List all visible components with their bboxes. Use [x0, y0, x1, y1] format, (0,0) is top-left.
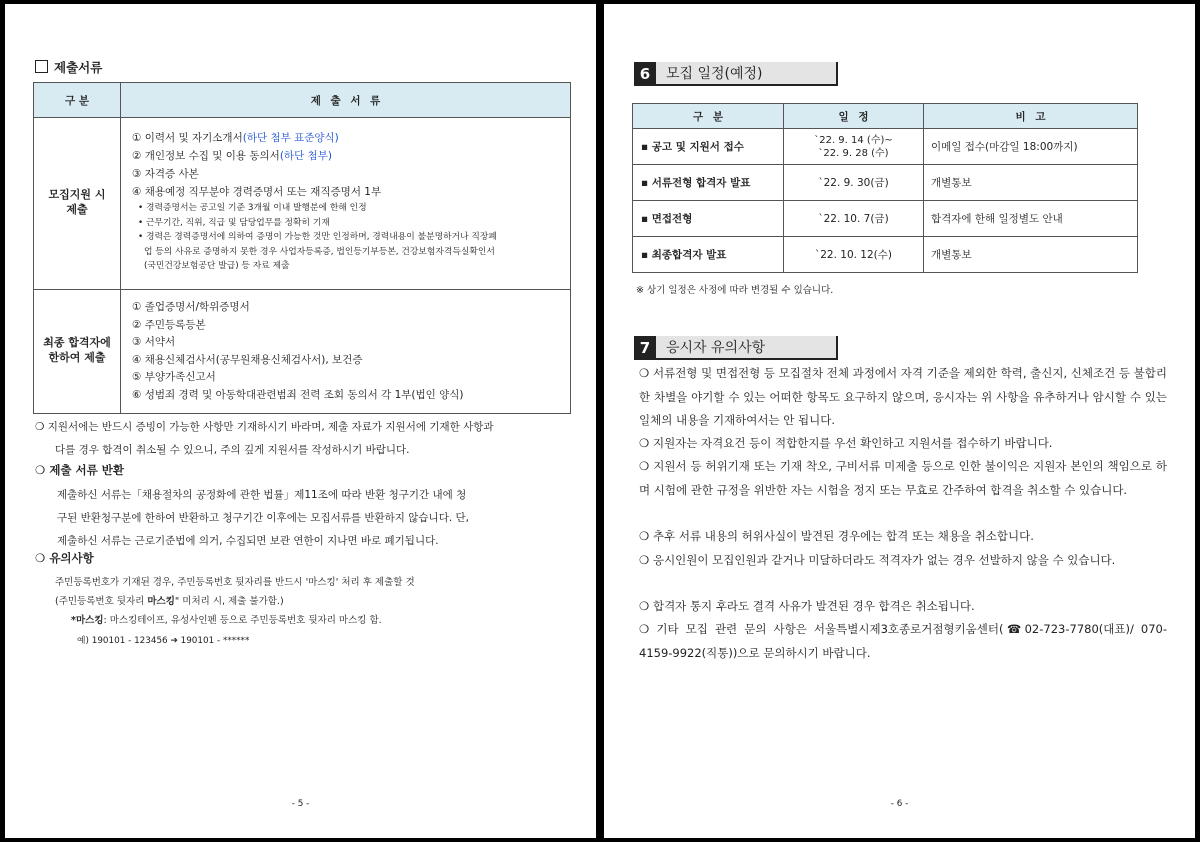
- list-item: ③ 서약서: [132, 336, 176, 348]
- page-number: - 5 -: [291, 799, 310, 809]
- table-header-col1: 구 분: [65, 95, 89, 107]
- table-row-note: 합격자에 한해 일정별도 안내: [931, 213, 1063, 225]
- notice-item: ❍ 합격자 통지 후라도 결격 사유가 발견된 경우 합격은 취소됩니다.: [639, 599, 975, 613]
- submission-note: ❍ 지원서에는 반드시 증빙이 가능한 사항만 기재하시기 바라며, 제출 자료가 지원서에 기재한 사항과 다를 경우 합격이 취소될 수 있으니, 주의 깊게 지원서를 작성하시기 바랍니다.: [35, 421, 494, 456]
- table-row-note: 이메일 접수(마감일 18:00까지): [931, 141, 1078, 153]
- table-row-name: ▪ 서류전형 합격자 발표: [641, 177, 751, 189]
- notice-item: ❍ 기타 모집 관련 문의 사항은 서울특별시제3호종로거점형키움센터(☎02-723-7780(대표)/ 070-4159-9922(직통))으로 문의하시기 바랍니다.: [639, 622, 1167, 660]
- schedule-header-col3: 비 고: [1015, 111, 1046, 123]
- row1-label: 모집지원 시 제출: [48, 188, 106, 216]
- list-item: ④ 채용신체검사서(공무원채용신체검사서), 보건증: [132, 353, 363, 366]
- list-item: ② 주민등록등본: [132, 318, 206, 331]
- table-row-date: `22. 10. 7(금): [818, 213, 889, 225]
- caution-title: ❍ 유의사항: [35, 551, 94, 565]
- schedule-header-col1: 구 분: [693, 111, 723, 123]
- table-row-date: `22. 10. 12(수): [814, 249, 893, 261]
- row2-label: 최종 합격자에 한하여 제출: [43, 336, 111, 364]
- section-6-title: 모집 일정(예정): [656, 62, 838, 86]
- notice-item: ❍ 지원서 등 허위기재 또는 기재 착오, 구비서류 미제출 등으로 인한 불이익은 지원자 본인의 책임으로 하며 시험에 관한 규정을 위반한 자는 시험을 정지 또는 무효로 간주하여 합격을 취소할 수 있습니다.: [639, 459, 1167, 497]
- list-item: ④ 채용예정 직무분야 경력증명서 또는 재직증명서 1부: [132, 186, 382, 198]
- table-row-name: ▪ 공고 및 지원서 접수: [641, 141, 744, 153]
- table-header-col2: 제 출 서 류: [310, 95, 381, 107]
- section-7-number: 7: [634, 336, 656, 360]
- notice-item: ❍ 지원자는 자격요건 등이 적합한지를 우선 확인하고 지원서를 접수하기 바랍니다.: [639, 436, 1053, 450]
- table-row-note: 개별통보: [931, 249, 972, 261]
- row1-items: [132, 129, 381, 201]
- return-text: 제출하신 서류는「채용절차의 공정화에 관한 법률」제11조에 따라 반환 청구기간 내에 청 구된 반환청구분에 한하여 반환하고 청구기간 이후에는 모집서류를 반환하지 않습니다. 단, 제출하신 서류는 근로기준법에 의거, 수집되면 보관 연한이 지나면 바로 폐기됩니다.: [57, 489, 470, 547]
- row2-items: [132, 299, 464, 404]
- list-item: ③ 자격증 사본: [132, 168, 199, 180]
- list-item: ⑤ 부양가족신고서: [132, 371, 216, 383]
- table-row-name: ▪ 최종합격자 발표: [641, 249, 727, 261]
- table-row-name: ▪ 면접전형: [641, 213, 693, 225]
- section-title: 제출서류: [35, 58, 102, 76]
- return-title: ❍ 제출 서류 반환: [35, 463, 124, 477]
- table-row-note: 개별통보: [931, 177, 972, 189]
- section-6-number: 6: [634, 62, 656, 86]
- page-5: [5, 4, 596, 838]
- page-6: [604, 4, 1195, 838]
- notice-item: ❍ 응시인원이 모집인원과 같거나 미달하더라도 적격자가 없는 경우 선발하지 않을 수 있습니다.: [639, 553, 1116, 567]
- documents-table: [33, 82, 571, 414]
- list-item: ⑥ 성범죄 경력 및 아동학대관련범죄 전력 조회 동의서 각 1부(법인 양식): [132, 388, 464, 401]
- schedule-header-col2: 일 정: [838, 111, 869, 123]
- list-item: ① 졸업증명서/학위증명서: [132, 301, 250, 313]
- schedule-table: [632, 103, 1138, 273]
- caution-text: 주민등록번호가 기재된 경우, 주민등록번호 뒷자리를 반드시 '마스킹' 처리 후 제출할 것 (주민등록번호 뒷자리 마스킹" 미처리 시, 제출 불가함.) *마스킹: 마스킹테이프, 유성사인펜 등으로 주민등록번호 뒷자리 마스킹 함.: [55, 577, 415, 626]
- notice-item: ❍ 서류전형 및 면접전형 등 모집절차 전체 과정에서 자격 기준을 제외한 학력, 출신지, 신체조건 등 불합리한 차별을 야기할 수 있는 어떠한 항목도 요구하지 않으며, 응시자는 위 사항을 유추하거나 암시할 수 있는 일체의 내용을 기재하여서는 안 됩니다.: [639, 366, 1167, 427]
- table-row-date: `22. 9. 30(금): [818, 177, 889, 189]
- checkbox-icon: [35, 60, 48, 73]
- section-7-title: 응시자 유의사항: [656, 336, 838, 360]
- table-row-date: `22. 9. 14 (수)~ `22. 9. 28 (수): [814, 134, 893, 159]
- notice-item: ❍ 추후 서류 내용의 허위사실이 발견된 경우에는 합격 또는 채용을 취소합니다.: [639, 529, 1034, 543]
- masking-example: 예) 190101 - 123456 ➔ 190101 - ******: [77, 636, 250, 646]
- list-item: ② 개인정보 수집 및 이용 동의서(하단 첨부): [132, 150, 332, 162]
- page-number: - 6 -: [890, 799, 909, 809]
- row1-subitems: • 경력증명서는 공고일 기준 3개월 이내 발행분에 한해 인정 • 근무기간, 직위, 직급 및 담당업무를 정확히 기재 • 경력은 경력증명서에 의하여 증명이 가능한 것만 인정하며, 경력내용이 불분명하거나 직장폐 업 등의 사유로 증명하지 못한 경우 사업자등록증, 법인등기부등본, 건강보험자격득실확인서 (국민건강보험공단 발급) 등 자료 제출: [138, 203, 497, 271]
- list-item: ① 이력서 및 자기소개서(하단 첨부 표준양식): [132, 132, 339, 144]
- schedule-note: ※ 상기 일정은 사정에 따라 변경될 수 있습니다.: [636, 285, 834, 296]
